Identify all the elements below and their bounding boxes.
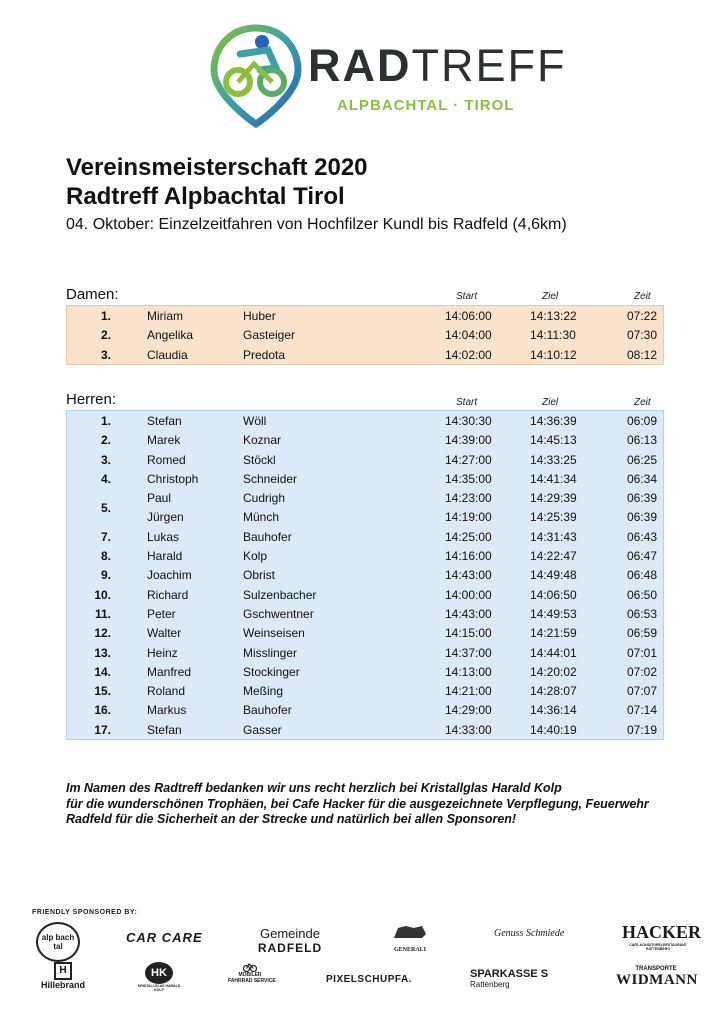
start-time-cell: 14:43:00 — [445, 568, 492, 583]
first-name-cell: Lukas — [147, 529, 180, 544]
rank-cell: 9. — [100, 568, 111, 583]
table-row — [67, 565, 663, 584]
last-name-cell: Predota — [243, 347, 286, 362]
result-time-cell: 06:43 — [626, 529, 657, 544]
start-time-cell: 14:15:00 — [445, 626, 492, 641]
finish-time-cell: 14:45:13 — [530, 433, 577, 448]
table-row — [67, 585, 663, 604]
finish-time-cell: 14:22:47 — [530, 549, 577, 564]
result-time-cell: 07:19 — [626, 722, 657, 737]
last-name-cell: Stöckl — [243, 452, 276, 467]
start-time-cell: 14:02:00 — [445, 347, 492, 362]
last-name-cell: Gasteiger — [243, 328, 296, 343]
finish-time-cell: 14:10:12 — [530, 347, 577, 362]
thanks-line: Radfeld für die Sicherheit an der Strecke und natürlich bei allen Sponsoren! — [66, 812, 517, 826]
table-row — [67, 720, 663, 739]
start-time-cell: 14:33:00 — [445, 722, 492, 737]
result-time-cell: 06:47 — [626, 549, 657, 564]
finish-time-cell: 14:11:30 — [530, 328, 576, 343]
rank-cell: 1. — [100, 414, 111, 428]
rank-cell: 10. — [94, 587, 111, 602]
table-row — [67, 469, 663, 488]
rank-cell: 13. — [94, 645, 111, 660]
pixelschupfa-logo: PIXELSCHUPFA. — [326, 974, 412, 985]
rank-cell: 14. — [94, 664, 111, 679]
last-name-cell: Sulzenbacher — [243, 587, 317, 602]
last-name-cell: Münch — [243, 510, 280, 525]
finish-time-cell: 14:40:19 — [530, 722, 577, 737]
result-time-cell: 07:14 — [626, 703, 657, 718]
finish-time-cell: 14:33:25 — [530, 452, 577, 467]
finish-time-cell: 14:25:39 — [530, 510, 577, 525]
result-time-cell: 07:30 — [626, 328, 657, 343]
finish-time-cell: 14:13:22 — [530, 309, 577, 323]
first-name-cell: Richard — [147, 587, 189, 602]
last-name-cell: Obrist — [243, 568, 276, 583]
result-time-cell: 06:48 — [626, 568, 657, 583]
page-subtitle-club: Radtreff Alpbachtal Tirol — [66, 183, 345, 210]
first-name-cell: Joachim — [147, 568, 192, 583]
table-row — [67, 643, 663, 662]
table-row — [67, 325, 663, 344]
table-row — [67, 507, 663, 526]
thanks-line: für die wunderschönen Trophäen, bei Cafe Hacker für die ausgezeichnete Verpflegung, Feuerwehr — [66, 796, 649, 811]
rank-cell: 4. — [100, 471, 111, 486]
section-label-damen: Damen: — [66, 286, 119, 303]
result-time-cell: 06:25 — [626, 452, 657, 467]
last-name-cell: Gasser — [243, 722, 282, 737]
last-name-cell: Kolp — [243, 549, 268, 564]
event-description: 04. Oktober: Einzelzeitfahren von Hochfilzer Kundl bis Radfeld (4,6km) — [66, 216, 567, 233]
first-name-cell: Walter — [147, 626, 182, 641]
first-name-cell: Angelika — [147, 328, 194, 343]
start-time-cell: 14:27:00 — [445, 452, 492, 467]
rank-cell: 16. — [94, 703, 111, 718]
first-name-cell: Marek — [147, 433, 181, 448]
result-time-cell: 07:01 — [626, 645, 657, 660]
result-time-cell: 06:34 — [626, 471, 657, 486]
result-time-cell: 06:59 — [626, 626, 657, 641]
finish-time-cell: 14:28:07 — [530, 684, 577, 699]
col-head-zeit: Zeit — [634, 397, 651, 408]
finish-time-cell: 14:41:34 — [530, 471, 577, 486]
table-row — [67, 430, 663, 449]
first-name-cell: Markus — [147, 703, 187, 718]
last-name-cell: Weinseisen — [243, 626, 305, 641]
start-time-cell: 14:43:00 — [445, 606, 492, 621]
rank-cell: 5. — [100, 501, 111, 516]
start-time-cell: 14:35:00 — [445, 471, 492, 486]
first-name-cell: Heinz — [147, 645, 178, 660]
last-name-cell: Bauhofer — [243, 529, 292, 544]
mobiler-fahrrad-service-logo: MOBILER FAHRRAD SERVICE — [228, 962, 272, 984]
rank-cell: 8. — [100, 549, 111, 564]
table-row — [67, 604, 663, 623]
finish-time-cell: 14:29:39 — [530, 491, 577, 506]
bike-icon — [243, 962, 257, 972]
first-name-cell: Stefan — [147, 722, 182, 737]
last-name-cell: Stockinger — [243, 664, 300, 679]
finish-time-cell: 14:44:01 — [530, 645, 577, 660]
thanks-line: Im Namen des Radtreff bedanken wir uns recht herzlich bei Kristallglas Harald Kolp — [66, 781, 562, 795]
first-name-cell: Romed — [147, 452, 186, 467]
last-name-cell: Wöll — [243, 414, 267, 428]
radtreff-logo — [210, 22, 567, 130]
finish-time-cell: 14:49:48 — [530, 568, 577, 583]
rank-cell: 3. — [100, 452, 111, 467]
first-name-cell: Jürgen — [147, 510, 184, 525]
col-head-ziel: Ziel — [542, 397, 559, 408]
rank-cell: 11. — [94, 606, 111, 621]
rank-cell: 2. — [100, 433, 111, 448]
start-time-cell: 14:19:00 — [445, 510, 492, 525]
finish-time-cell: 14:06:50 — [530, 587, 577, 602]
start-time-cell: 14:37:00 — [445, 645, 492, 660]
page-title: Vereinsmeisterschaft 2020 — [66, 154, 368, 181]
start-time-cell: 14:13:00 — [445, 664, 492, 679]
col-head-start: Start — [456, 291, 478, 302]
result-time-cell: 06:13 — [626, 433, 657, 448]
transporte-widmann-logo: TRANSPORTE WIDMANN — [616, 966, 698, 988]
finish-time-cell: 14:49:53 — [530, 606, 577, 621]
first-name-cell: Manfred — [147, 664, 192, 679]
rank-cell: 15. — [94, 684, 111, 699]
sparkasse-s-icon: S — [540, 968, 549, 980]
last-name-cell: Misslinger — [243, 645, 298, 660]
result-time-cell: 06:50 — [626, 587, 657, 602]
start-time-cell: 14:23:00 — [445, 491, 492, 506]
last-name-cell: Gschwentner — [243, 606, 314, 621]
herren-results-table — [66, 410, 664, 740]
result-time-cell: 07:02 — [626, 664, 657, 679]
rank-cell: 3. — [100, 347, 111, 362]
rank-cell: 1. — [100, 309, 111, 323]
finish-time-cell: 14:21:59 — [530, 626, 577, 641]
last-name-cell: Schneider — [243, 471, 298, 486]
brand-tagline: ALPBACHTAL · TIROL — [337, 97, 515, 114]
genuss-schmiede-logo: Genuss Schmiede — [494, 928, 565, 939]
result-time-cell: 07:07 — [626, 684, 657, 699]
lion-icon — [388, 922, 432, 942]
hk-kristallglas-logo: HK KRISTALLGLAS HARALD KOLP — [136, 962, 182, 992]
start-time-cell: 14:04:00 — [445, 328, 492, 343]
start-time-cell: 14:00:00 — [445, 587, 492, 602]
last-name-cell: Huber — [243, 309, 276, 323]
col-head-zeit: Zeit — [634, 291, 651, 302]
start-time-cell: 14:29:00 — [445, 703, 492, 718]
result-time-cell: 06:09 — [626, 414, 657, 428]
thank-you-note — [66, 781, 686, 828]
result-time-cell: 06:53 — [626, 606, 657, 621]
first-name-cell: Miriam — [147, 309, 183, 323]
result-time-cell: 06:39 — [626, 510, 657, 525]
alpbachtal-logo: alp bach tal — [36, 922, 80, 962]
table-row — [67, 306, 663, 325]
finish-time-cell: 14:31:43 — [530, 529, 577, 544]
start-time-cell: 14:39:00 — [445, 433, 492, 448]
first-name-cell: Christoph — [147, 471, 199, 486]
generali-logo: GENERALI — [388, 922, 432, 953]
first-name-cell: Stefan — [147, 414, 182, 428]
table-row — [67, 527, 663, 546]
result-time-cell: 08:12 — [626, 347, 657, 362]
damen-results-table — [66, 305, 664, 365]
first-name-cell: Claudia — [147, 347, 188, 362]
start-time-cell: 14:16:00 — [445, 549, 492, 564]
first-name-cell: Harald — [147, 549, 183, 564]
table-row — [67, 623, 663, 642]
table-row — [67, 546, 663, 565]
sponsors-title: FRIENDLY SPONSORED BY: — [32, 909, 138, 916]
table-row — [67, 450, 663, 469]
start-time-cell: 14:25:00 — [445, 529, 492, 544]
table-row — [67, 411, 663, 430]
finish-time-cell: 14:36:39 — [530, 414, 577, 428]
h-icon: H — [54, 962, 72, 980]
bike-pin-icon — [210, 24, 302, 128]
hillebrand-logo: H Hillebrand — [40, 962, 86, 990]
rank-cell: 2. — [100, 328, 111, 343]
last-name-cell: Cudrigh — [243, 491, 286, 506]
last-name-cell: Meßing — [243, 684, 284, 699]
finish-time-cell: 14:20:02 — [530, 664, 577, 679]
first-name-cell: Peter — [147, 606, 176, 621]
start-time-cell: 14:06:00 — [445, 309, 492, 323]
rank-cell: 7. — [100, 529, 111, 544]
start-time-cell: 14:21:00 — [445, 684, 492, 699]
brand-name: RADTREFF — [308, 40, 567, 91]
finish-time-cell: 14:36:14 — [530, 703, 577, 718]
first-name-cell: Paul — [147, 491, 172, 506]
table-row — [67, 488, 663, 516]
rank-cell: 17. — [94, 722, 111, 737]
result-time-cell: 07:22 — [626, 309, 657, 323]
table-row — [67, 681, 663, 700]
table-row — [67, 662, 663, 681]
hacker-logo: HACKER CAFE-KONDITOREI-RESTAURANT RATTENBERG — [622, 922, 702, 951]
car-care-logo: CAR CARE — [126, 930, 203, 945]
first-name-cell: Roland — [147, 684, 186, 699]
gemeinde-radfeld-logo: Gemeinde RADFELD — [257, 926, 323, 955]
col-head-ziel: Ziel — [542, 291, 559, 302]
col-head-start: Start — [456, 397, 478, 408]
table-row — [67, 345, 663, 364]
sparkasse-logo: SPARKASSE S Rattenberg — [470, 968, 549, 989]
section-label-herren: Herren: — [66, 391, 117, 408]
start-time-cell: 14:30:30 — [445, 414, 492, 428]
table-row — [67, 700, 663, 719]
last-name-cell: Bauhofer — [243, 703, 292, 718]
rank-cell: 12. — [94, 626, 111, 641]
last-name-cell: Koznar — [243, 433, 282, 448]
result-time-cell: 06:39 — [626, 491, 657, 506]
